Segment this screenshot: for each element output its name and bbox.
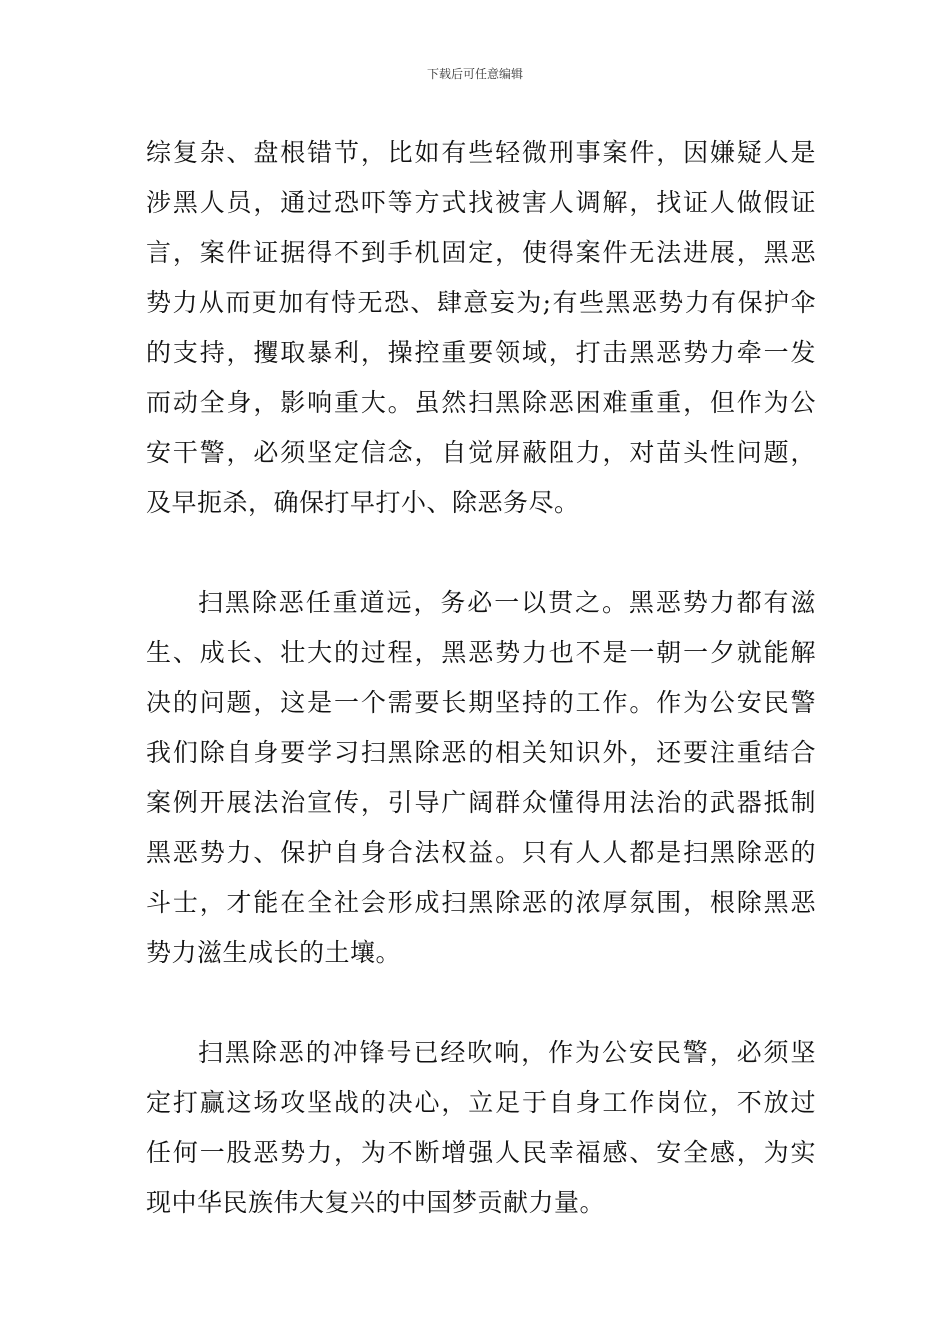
paragraph-2 [146, 578, 816, 978]
text-line: 言，案件证据得不到手机固定，使得案件无法进展，黑恶 [146, 238, 816, 267]
text-line: 势力滋生成长的土壤。 [146, 938, 402, 967]
text-line: 综复杂、盘根错节，比如有些轻微刑事案件，因嫌疑人是 [146, 138, 816, 167]
text-line: 任何一股恶势力，为不断增强人民幸福感、安全感，为实 [146, 1138, 816, 1167]
text-line: 决的问题，这是一个需要长期坚持的工作。作为公安民警 [146, 688, 816, 717]
text-line: 扫黑除恶任重道远，务必一以贯之。黑恶势力都有滋 [198, 588, 816, 617]
text-line: 的支持，攫取暴利，操控重要领域，打击黑恶势力牵一发 [146, 338, 816, 367]
text-line: 势力从而更加有恃无恐、肆意妄为;有些黑恶势力有保护伞 [146, 288, 816, 317]
text-line: 扫黑除恶的冲锋号已经吹响，作为公安民警，必须坚 [198, 1038, 816, 1067]
text-line: 我们除自身要学习扫黑除恶的相关知识外，还要注重结合 [146, 738, 816, 767]
paragraph-1 [146, 128, 816, 528]
text-line: 斗士，才能在全社会形成扫黑除恶的浓厚氛围，根除黑恶 [146, 888, 816, 917]
text-line: 黑恶势力、保护自身合法权益。只有人人都是扫黑除恶的 [146, 838, 816, 867]
page-header-note: 下载后可任意编辑 [426, 67, 523, 81]
text-line: 安干警，必须坚定信念，自觉屏蔽阻力，对苗头性问题， [146, 438, 816, 467]
text-line: 而动全身，影响重大。虽然扫黑除恶困难重重，但作为公 [146, 388, 816, 417]
paragraph-3 [146, 1028, 816, 1228]
text-line: 定打赢这场攻坚战的决心，立足于自身工作岗位，不放过 [146, 1088, 816, 1117]
paragraph-spacer [146, 528, 816, 578]
text-line: 及早扼杀，确保打早打小、除恶务尽。 [146, 488, 580, 517]
text-line: 生、成长、壮大的过程，黑恶势力也不是一朝一夕就能解 [146, 638, 816, 667]
document-body [146, 128, 816, 1228]
text-line: 现中华民族伟大复兴的中国梦贡献力量。 [146, 1188, 606, 1217]
text-line: 案例开展法治宣传，引导广阔群众懂得用法治的武器抵制 [146, 788, 816, 817]
paragraph-spacer [146, 978, 816, 1028]
text-line: 涉黑人员，通过恐吓等方式找被害人调解，找证人做假证 [146, 188, 816, 217]
